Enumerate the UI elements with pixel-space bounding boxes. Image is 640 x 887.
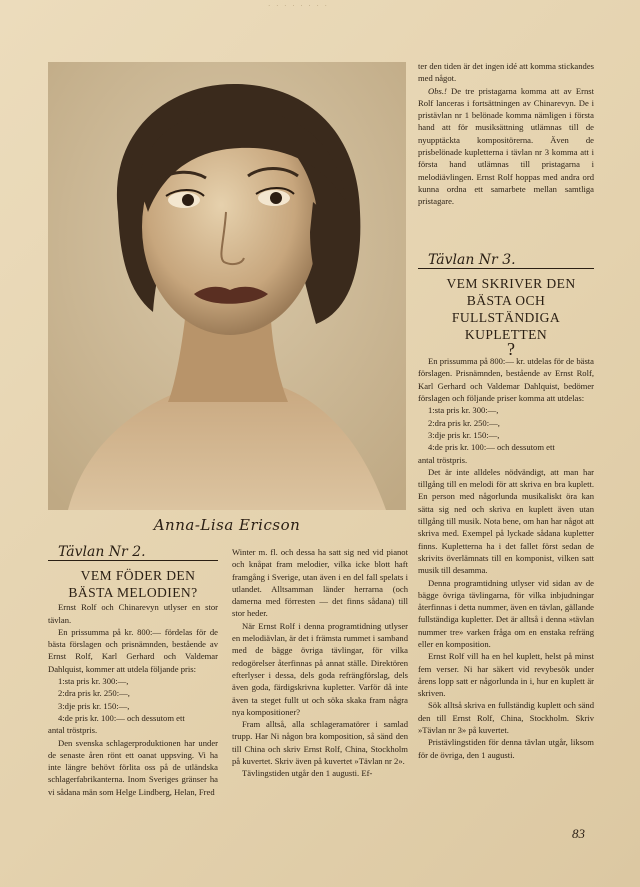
prize-row: 2:dra pris kr. 250:—, bbox=[428, 417, 500, 428]
prize-row: 3:dje pris kr. 150:—, bbox=[58, 700, 130, 711]
question-mark: ? bbox=[507, 338, 515, 359]
paragraph: Den svenska schlagerproduktionen har under de senaste åren rönt ett oanat uppsving. Vi ha inte längre behövt förlita oss på de utländska schlagerfabrikanterna. Inom Sveriges gränser ha vi sådana män som Helge Lindberg, Helan, Fred bbox=[48, 737, 218, 797]
portrait-photo bbox=[48, 62, 406, 510]
prize-row: 1:sta pris kr. 300:—, bbox=[428, 405, 499, 416]
section-label-tavlan-3: Tävlan Nr 3. bbox=[428, 251, 516, 268]
photo-caption: Anna-Lisa Ericson bbox=[153, 516, 301, 534]
paragraph: antal tröstpris. bbox=[48, 725, 98, 736]
left-column bbox=[48, 546, 218, 798]
portrait-image bbox=[48, 62, 406, 510]
paragraph: Denna programtidning utlyser vid sidan av de bägge övriga tävlingarna, för vilka inbjudningar återfinnas i detta nummer, även en tävlan, gällande fullständiga kupletter. Det är alltså i denna »tävlan nummer tre» varken fråga om en enstaka refräng eller en komposition. bbox=[418, 577, 594, 649]
paragraph: Winter m. fl. och dessa ha satt sig ned vid pianot och knåpat fram melodier, vilka icke blott haft framgång i Sverige, utan även i en del fall spelats i utlandet. Alltsamman länder herrarna (och damerna med förresten — det finns sådana) till stor heder. bbox=[232, 547, 408, 619]
headline-kuplett: VEM SKRIVER DEN BÄSTA OCH FULLSTÄNDIGA KUPLETTEN bbox=[446, 275, 576, 342]
right-column bbox=[418, 60, 594, 761]
prize-row: 4:de pris kr. 100:— och dessutom ett bbox=[428, 442, 555, 453]
section-label-tavlan-2: Tävlan Nr 2. bbox=[58, 544, 146, 560]
top-print-mark: · · · · · · · · bbox=[268, 2, 329, 10]
obs-lead: Obs.! bbox=[428, 85, 447, 96]
obs-text: De tre pristagarna komma att av Ernst Rolf lanceras i fortsättningen av Chinarevyn. De i pristävlan nr 1 belönade komma nämligen i första hand att för musiksättning utlämnas till de nyupptäckta kompositörerna. Även de prisbelönade kupletterna i tävlan nr 3 komma att i första hand utlämnas till pristagarna i melodiävlingen. Ernst Rolf hoppas med andra ord kunna ordna ett samarbete mellan samtliga pristagare. bbox=[418, 85, 594, 207]
paragraph: Tävlingstiden utgår den 1 augusti. Ef- bbox=[242, 768, 373, 779]
paragraph: Ernst Rolf vill ha en hel kuplett, helst på minst fem verser. Ni har säkert vid revybesök under årens lopp satt er någorlunda in i, hur en kuplett är skriven. bbox=[418, 651, 594, 699]
paragraph: Sök alltså skriva en fullständig kuplett och sänd den till Ernst Rolf, China, Stockholm. Skriv »Tävlan nr 3» på kuvertet. bbox=[418, 700, 594, 736]
paragraph: Fram alltså, alla schlageramatörer i samlad trupp. Har Ni någon bra komposition, så sänd den till China och skriv Ernst Rolf, China, Stockholm på kuvertet. Skriv även på kuvertet »Tävlan nr 2». bbox=[232, 719, 408, 767]
paragraph: När Ernst Rolf i denna programtidning utlyser en melodiävlan, är det i främsta rummet i samband med de bägge övriga tävlingar, för vilka redogörelser återfinnas på annat ställe. Direktören efterlyser i dessa, dels goda refrängförslag, dels även goda, färdigskrivna kupletter. Varför då inte även ta steget fullt ut och söka skaka fram några nya kompositioner? bbox=[232, 620, 408, 717]
paragraph: En prissumma på 800:— kr. utdelas för de bästa förslagen. Prisnämnden, bestående av Ernst Rolf, Karl Gerhard och Valdemar Dahlquist, bedömer förslagen och följande priser komma att utdelas: bbox=[418, 356, 594, 404]
section-rule bbox=[48, 560, 218, 561]
paragraph: Det är inte alldeles nödvändigt, att man har tillgång till en melodi för att skriva en bra kuplett. En person med någorlunda musikaliskt öra kan sätta sig ned och skriva en kuplett även utan tillgång till musik. Nota bene, om han har något att skriva med. Exempel på lyckade sådana kupletter finns. Kupletterna ha i det fallet först sedan de skrivits överlämnats till en komponist, vilken satt musik till desamma. bbox=[418, 466, 594, 576]
prize-row: 1:sta pris kr. 300:—, bbox=[58, 676, 129, 687]
prize-row: 3:dje pris kr. 150:—, bbox=[428, 429, 500, 440]
section-rule bbox=[418, 268, 594, 269]
paragraph: antal tröstpris. bbox=[418, 454, 468, 465]
middle-column bbox=[232, 546, 408, 780]
paragraph: Ernst Rolf och Chinarevyn utlyser en stor tävlan. bbox=[48, 602, 218, 625]
paragraph: Pristävlingstiden för denna tävlan utgår, liksom för de övriga, den 1 augusti. bbox=[418, 737, 594, 760]
prize-row: 4:de pris kr. 100:— och dessutom ett bbox=[58, 712, 185, 723]
headline-melody: VEM FÖDER DEN BÄSTA MELODIEN? bbox=[68, 568, 198, 601]
paragraph: ter den tiden är det ingen idé att komma stickandes med något. bbox=[418, 61, 594, 84]
paragraph: En prissumma på kr. 800:— fördelas för de bästa förslagen och prisnämnden, bestående av Ernst Rolf, Karl Gerhard och Valdemar Dahlquist, kommer att utdela följande pris: bbox=[48, 626, 218, 674]
paragraph bbox=[418, 85, 594, 208]
prize-row: 2:dra pris kr. 250:—, bbox=[58, 688, 130, 699]
page-number: 83 bbox=[572, 826, 585, 841]
